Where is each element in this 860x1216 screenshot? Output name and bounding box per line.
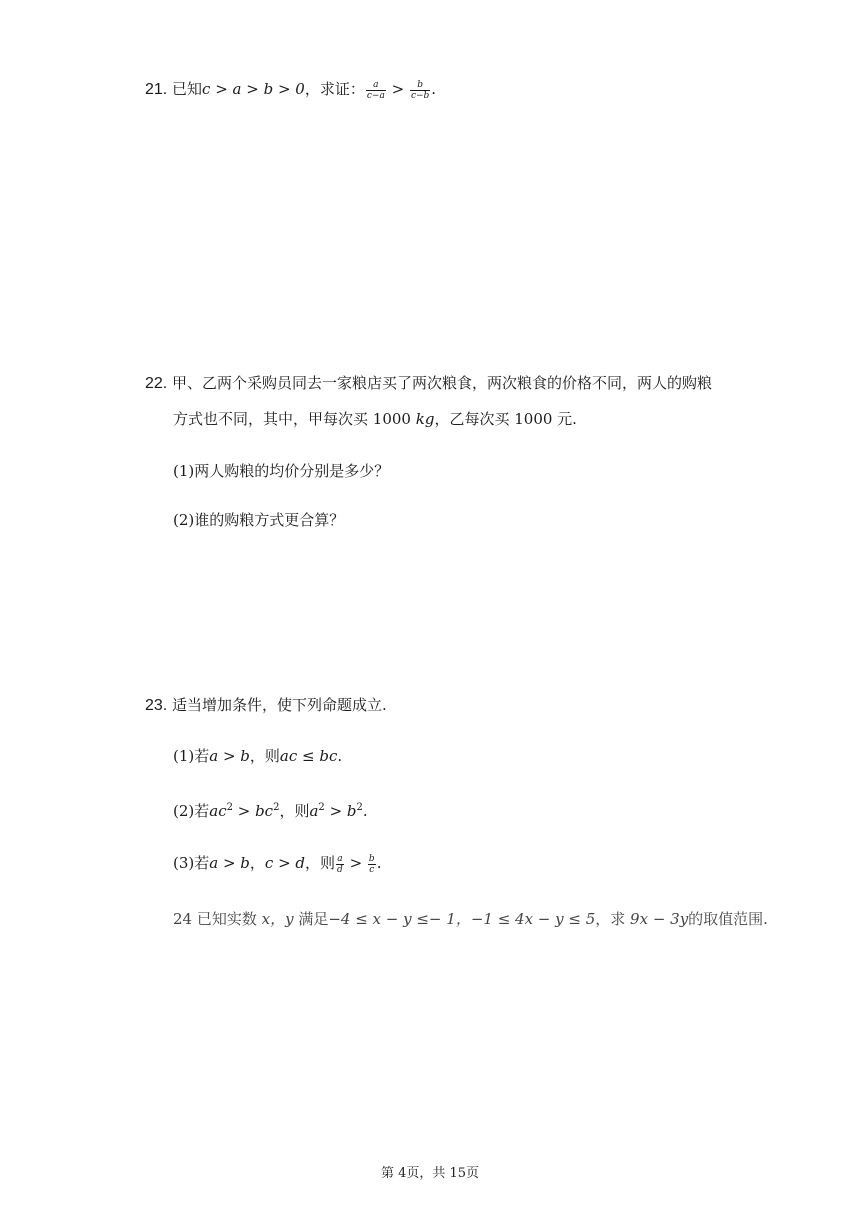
math: −4 ≤ x − y ≤− 1，−1 ≤ 4x − y ≤ 5 [328,910,596,928]
math: a > b [209,854,250,872]
question-23 [145,694,387,717]
math: c > d [264,854,306,872]
math: ac [209,802,227,820]
text: ，乙每次买 1000 元. [434,410,577,428]
text: 的取值范围. [688,910,768,928]
text: ，则 [249,747,280,765]
question-23-sub-1 [173,745,342,767]
superscript: 2 [226,802,233,813]
denominator: c [369,864,375,875]
text: . [362,802,368,820]
math: 9x − 3y [630,910,689,928]
question-22-sub-2: (2)谁的购粮方式更合算？ [173,511,345,529]
text: ，则 [305,854,336,872]
superscript: 2 [318,802,325,813]
text: . [431,80,437,98]
numerator: a [366,80,386,91]
numerator: b [410,80,430,91]
math: a > b [209,747,250,765]
fraction [410,80,430,101]
text: ，求证： [304,80,365,98]
text: 适当增加条件，使下列命题成立. [172,696,387,714]
superscript: 2 [273,802,280,813]
math: > [344,854,367,872]
text: (3)若 [173,854,210,872]
question-23-sub-2 [173,797,368,822]
question-number: 22. [145,375,168,392]
math: c > a > b > 0 [202,80,305,98]
text: . [337,747,343,765]
page-footer: 第 4页，共 15页 [380,1166,480,1181]
denominator: c−b [410,90,430,101]
question-24 [173,908,768,930]
text: ， [249,854,265,872]
question-22-line-2 [173,408,577,430]
text: 满足 [293,910,329,928]
math: 1000 [372,410,411,428]
question-number: 21. [145,81,168,98]
math: > b [324,802,357,820]
text: ，则 [279,802,310,820]
text: (1)若 [173,747,210,765]
numerator: a [337,853,343,864]
fraction [336,854,344,875]
text: . [376,854,382,872]
text: (2)若 [173,802,210,820]
denominator: c−a [366,90,385,101]
text: 甲、乙两个采购员同去一家粮店买了两次粮食，两次粮食的价格不同，两人的购粮 [172,374,713,392]
text: 方式也不同，其中，甲每次买 [173,410,369,428]
math: ac ≤ bc [279,747,338,765]
math: kg [415,410,435,428]
question-21 [145,78,436,101]
question-number: 23. [145,697,168,714]
fraction [368,854,376,875]
text: 已知 [172,80,203,98]
math: a [309,802,319,820]
superscript: 2 [356,802,363,813]
question-23-sub-3 [173,852,381,875]
text: ，求 [595,910,631,928]
text: 24 已知实数 [173,910,262,928]
question-22-line-1 [145,372,712,395]
math: > bc [232,802,274,820]
numerator: b [368,853,375,864]
math: > [386,80,409,98]
denominator: d [337,864,343,875]
math: x，y [261,910,294,928]
question-22-sub-1: (1)两人购粮的均价分别是多少？ [173,462,390,480]
fraction [366,80,386,101]
